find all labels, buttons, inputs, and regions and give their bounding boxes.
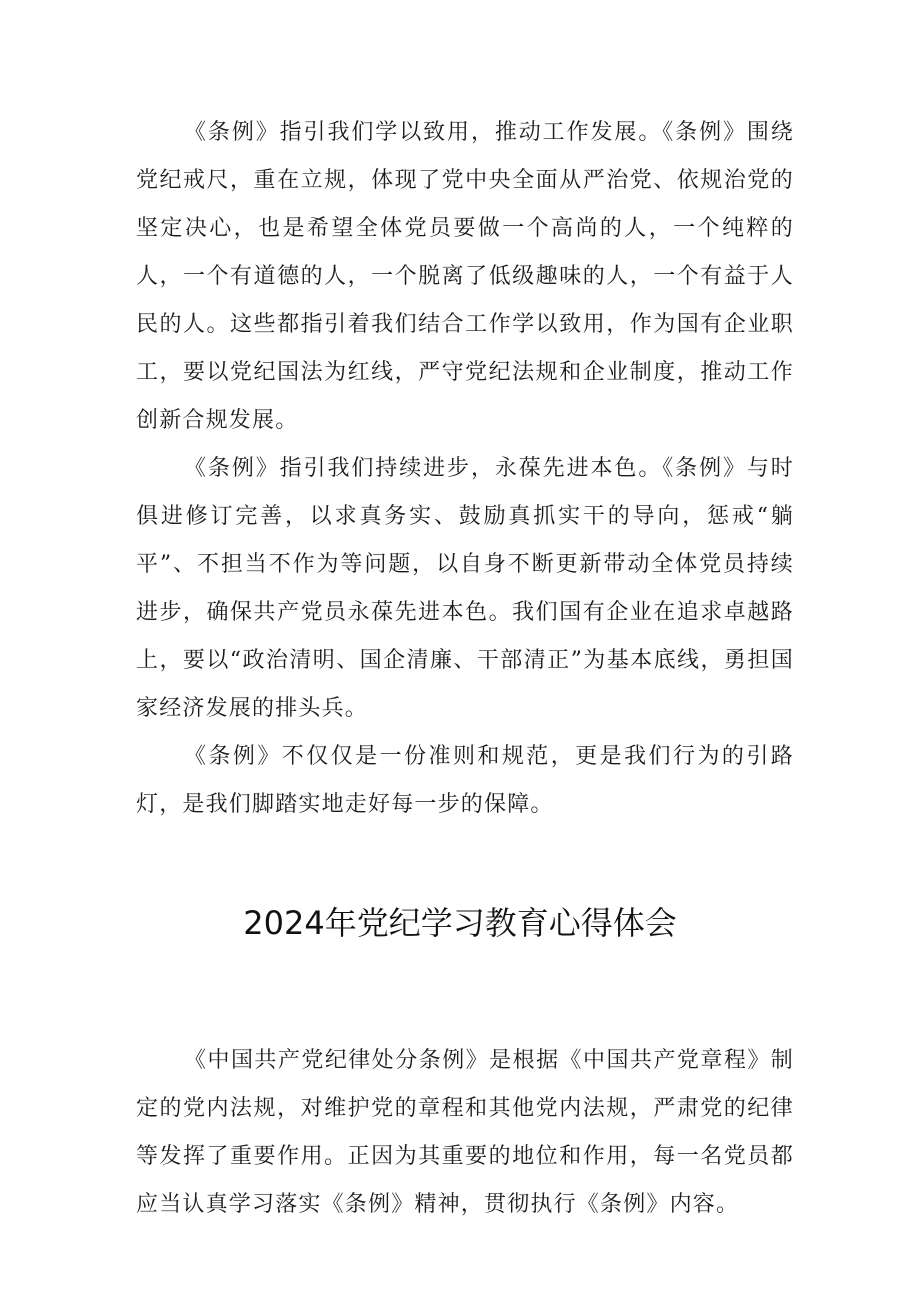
body-paragraph-3: 《条例》不仅仅是一份准则和规范，更是我们行为的引路灯，是我们脚踏实地走好每一步的保障。 — [136, 744, 794, 817]
body-paragraph-1: 《条例》指引我们学以致用，推动工作发展。《条例》围绕党纪戒尺，重在立规，体现了党中央全面从严治党、依规治党的坚定决心，也是希望全体党员要做一个高尚的人，一个纯粹的人，一个有道德的人，一个脱离了低级趣味的人，一个有益于人民的人。这些都指引着我们结合工作学以致用，作为国有企业职工，要以党纪国法为红线，严守党纪法规和企业制度，推动工作创新合规发展。 — [136, 120, 794, 433]
document-title: 2024年党纪学习教育心得体会 — [243, 904, 677, 942]
body-paragraph-4: 《中国共产党纪律处分条例》是根据《中国共产党章程》制定的党内法规，对维护党的章程和其他党内法规，严肃党的纪律等发挥了重要作用。正因为其重要的地位和作用，每一名党员都应当认真学习落实《条例》精神，贯彻执行《条例》内容。 — [136, 1048, 794, 1217]
body-paragraph-2: 《条例》指引我们持续进步，永葆先进本色。《条例》与时俱进修订完善，以求真务实、鼓励真抓实干的导向，惩戒“躺平”、不担当不作为等问题，以自身不断更新带动全体党员持续进步，确保共产党员永葆先进本色。我们国有企业在追求卓越路上，要以“政治清明、国企清廉、干部清正”为基本底线，勇担国家经济发展的排头兵。 — [136, 456, 794, 721]
